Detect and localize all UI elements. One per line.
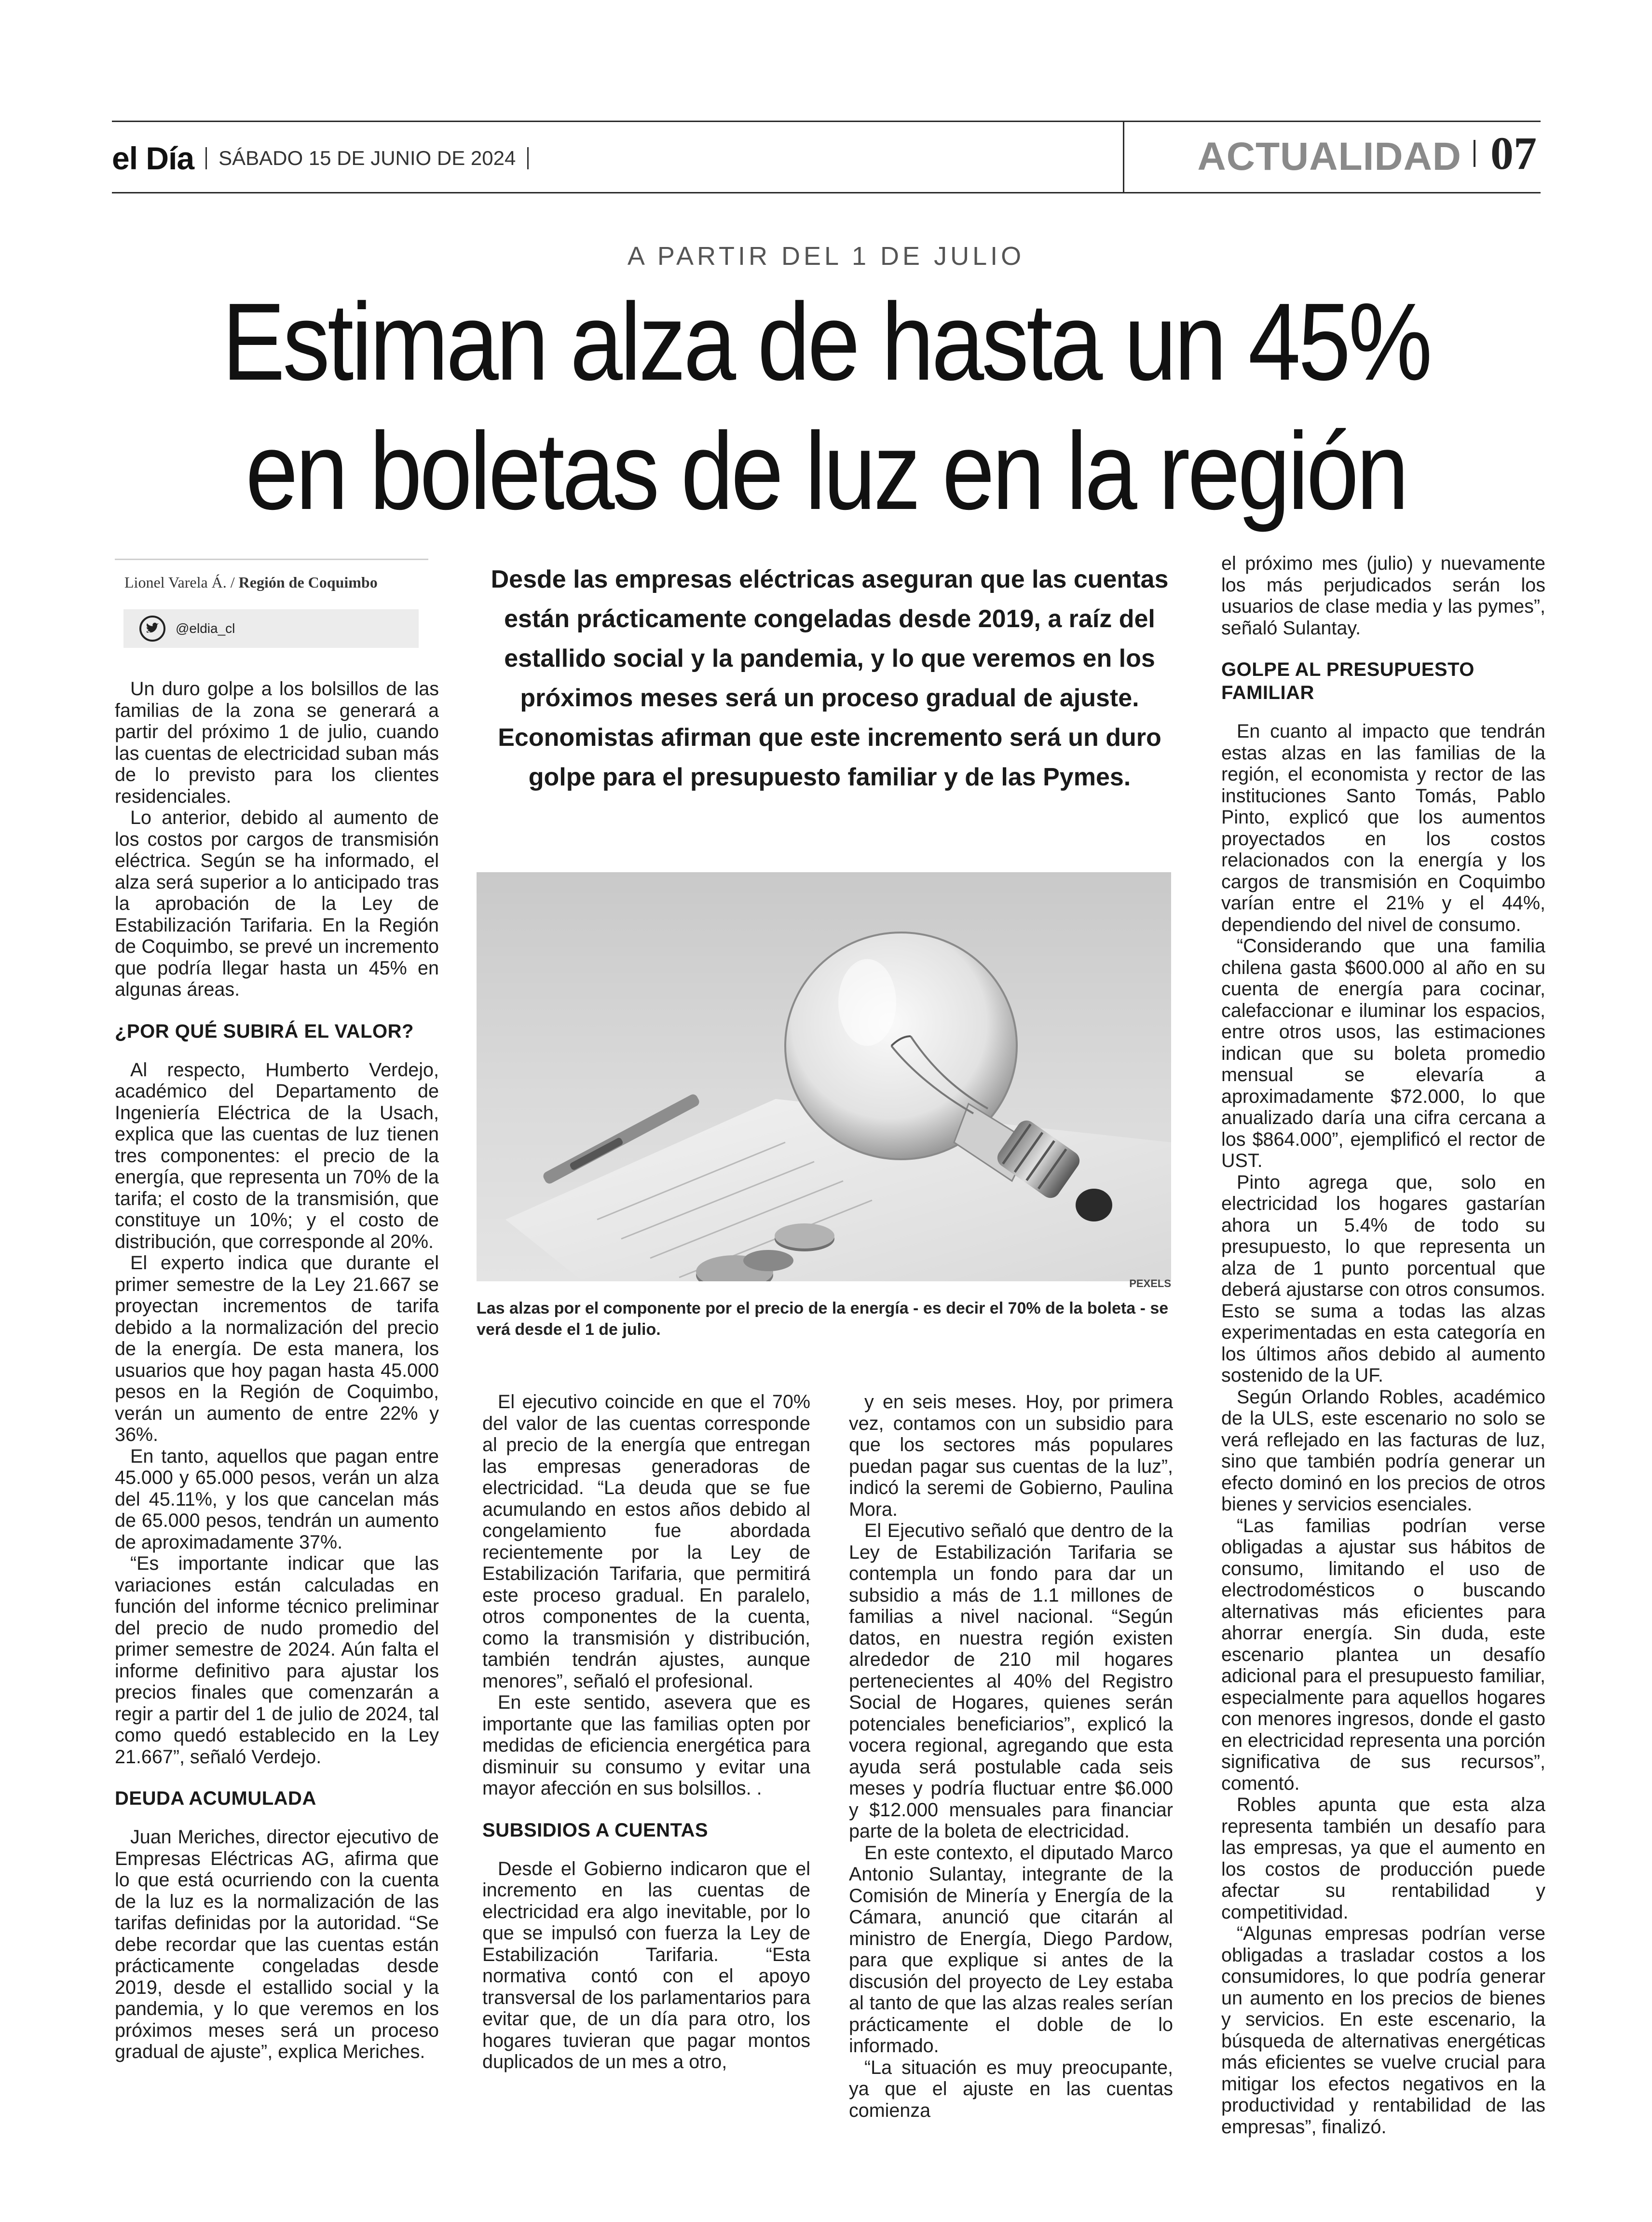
subheading: GOLPE AL PRESUPUESTO FAMILIAR	[1221, 659, 1475, 703]
kicker: A PARTIR DEL 1 DE JULIO	[627, 242, 1025, 271]
header-divider	[1123, 121, 1124, 193]
brand-logo: el Día	[112, 140, 194, 176]
photo-caption: Las alzas por el componente por el precio de la energía - es decir el 70% de la boleta - se verá desde el 1 de julio.	[477, 1299, 1169, 1339]
subheading: DEUDA ACUMULADA	[115, 1788, 316, 1809]
body-paragraph: Lo anterior, debido al aumento de los costos por cargos de transmisión eléctrica. Según se ha informado, el alza será superior a lo anticipado tras la aprobación de la Ley de Estabilización Tarifaria. En la Región de Coquimbo, se prevé un incremento que podría llegar hasta un 45% en algunas áreas.	[115, 807, 439, 1000]
body-paragraph: En este sentido, asevera que es importante que las familias opten por medidas de eficiencia energética para disminuir su consumo y evitar una mayor afección en sus bolsillos. .	[482, 1692, 810, 1799]
masthead-separator	[527, 147, 529, 169]
body-column-2	[482, 1391, 810, 2073]
body-column-1	[115, 678, 439, 2063]
photo-credit: PEXELS	[1129, 1277, 1171, 1289]
byline-author: Lionel Varela Á. /	[124, 574, 235, 591]
body-paragraph: El ejecutivo coincide en que el 70% del valor de las cuentas corresponde al precio de la energía que entregan las empresas generadoras de electricidad. “La deuda que se fue acumulando en estos años debido al congelamiento fue abordada recientemente por la Ley de Estabilización Tarifaria, que permitirá este proceso gradual. En paralelo, otros componentes de la cuenta, como la transmisión y distribución, también tendrán ajustes, aunque menores”, señaló el profesional.	[482, 1391, 810, 1692]
body-column-3	[849, 1391, 1173, 2121]
issue-date: SÁBADO 15 DE JUNIO DE 2024	[218, 147, 516, 169]
header-top-rule	[112, 121, 1541, 122]
subheading: ¿POR QUÉ SUBIRÁ EL VALOR?	[115, 1020, 414, 1042]
twitter-icon	[139, 615, 166, 642]
masthead-separator	[205, 147, 207, 169]
section-separator	[1474, 140, 1475, 167]
body-paragraph: “Es importante indicar que las variaciones están calculadas en función del informe técnico preliminar del precio de nudo promedio del primer semestre de 2024. Aún falta el informe definitivo para ajustar los precios finales que comenzarán a regir a partir del 1 de julio de 2024, tal como quedó establecido en la Ley 21.667”, señaló Verdejo.	[115, 1553, 439, 1768]
body-column-4	[1221, 553, 1545, 2138]
body-paragraph: Pinto agrega que, solo en electricidad los hogares gastarían ahora un 5.4% de todo su presupuesto, lo que representa un alza de 1 punto porcentual que deberá ajustarse con otros consumos. Esto se suma a todas las alzas experimentadas en esta categoría en los últimos años debido al aumento sostenido de la UF.	[1221, 1171, 1545, 1386]
headline-line-2: en boletas de luz en la región	[246, 410, 1406, 533]
body-paragraph: “Las familias podrían verse obligadas a ajustar sus hábitos de consumo, limitando el uso de electrodomésticos o buscando alternativas más eficientes para ahorrar energía. Sin duda, este escenario plantea un desafío adicional para el presupuesto familiar, especialmente para aquellos hogares con menores ingresos, donde el gasto en electricidad representa una porción significativa de sus recursos”, comentó.	[1221, 1515, 1545, 1794]
header-bottom-rule	[112, 192, 1541, 193]
subheading: SUBSIDIOS A CUENTAS	[482, 1819, 709, 1841]
byline-region: Región de Coquimbo	[238, 574, 378, 591]
headline-line-1: Estiman alza de hasta un 45%	[222, 281, 1430, 403]
byline-text	[124, 574, 378, 591]
lead-paragraph: Desde las empresas eléctricas aseguran que las cuentas están prácticamente congeladas desde 2019, a raíz del estallido social y la pandemia, y lo que veremos en los próximos meses será un proceso gradual de ajuste. Economistas afirman que este incremento será un duro golpe para el presupuesto familiar y de las Pymes.	[491, 565, 1169, 791]
body-paragraph: el próximo mes (julio) y nuevamente los más perjudicados serán los usuarios de clase media y las pymes”, señaló Sulantay.	[1221, 553, 1545, 639]
article-photo	[477, 872, 1171, 1281]
body-paragraph: Al respecto, Humberto Verdejo, académico del Departamento de Ingeniería Eléctrica de la Usach, explica que las cuentas de luz tienen tres componentes: el precio de la energía, que representa un 70% de la tarifa; el costo de la transmisión, que constituye un 10%; y el costo de distribución, que corresponde al 20%.	[115, 1059, 439, 1252]
lightbulb-photo-image	[477, 872, 1171, 1281]
section-name: ACTUALIDAD	[1197, 135, 1461, 178]
byline	[115, 559, 428, 660]
page-number: 07	[1490, 127, 1537, 179]
body-paragraph: Desde el Gobierno indicaron que el incremento en las cuentas de electricidad era algo inevitable, por lo que se impulsó con fuerza la Ley de Estabilización Tarifaria. “Esta normativa contó con el apoyo transversal de los parlamentarios para evitar que, de un día para otro, los hogares tuvieran que pagar montos duplicados de un mes a otro,	[482, 1858, 810, 2072]
body-paragraph: “La situación es muy preocupante, ya que el ajuste en las cuentas comienza	[849, 2057, 1173, 2121]
body-paragraph: En cuanto al impacto que tendrán estas alzas en las familias de la región, el economista y rector de las instituciones Santo Tomás, Pablo Pinto, explicó que los aumentos proyectados en los costos relacionados con la energía y los cargos de transmisión en Coquimbo varían entre el 21% y el 44%, dependiendo del nivel de consumo.	[1221, 721, 1545, 935]
headline	[157, 277, 1495, 536]
body-paragraph: El experto indica que durante el primer semestre de la Ley 21.667 se proyectan incrementos de tarifa debido a la normalización del precio de la energía. De esta manera, los usuarios que hoy pagan hasta 45.000 pesos en la Región de Coquimbo, verán un aumento de entre 22% y 36%.	[115, 1252, 439, 1445]
body-paragraph: Un duro golpe a los bolsillos de las familias de la zona se generará a partir del próximo 1 de julio, cuando las cuentas de electricidad suban más de lo previsto para los clientes residenciales.	[115, 678, 439, 807]
body-paragraph: En tanto, aquellos que pagan entre 45.000 y 65.000 pesos, verán un alza del 45.11%, y los que cancelan más de 65.000 pesos, tendrán un aumento de aproximadamente 37%.	[115, 1445, 439, 1553]
body-paragraph: y en seis meses. Hoy, por primera vez, contamos con un subsidio para que los sectores más populares puedan pagar sus cuentas de la luz”, indicó la seremi de Gobierno, Paulina Mora.	[849, 1391, 1173, 1520]
body-paragraph: “Algunas empresas podrían verse obligadas a trasladar costos a los consumidores, lo que podría generar un aumento en los precios de bienes y servicios. En este escenario, la búsqueda de alternativas energéticas más eficientes se vuelve crucial para mitigar los efectos negativos en la productividad y rentabilidad de las empresas”, finalizó.	[1221, 1923, 1545, 2138]
twitter-row[interactable]	[123, 609, 419, 648]
body-paragraph: Robles apunta que esta alza representa también un desafío para las empresas, ya que el aumento en los costos de producción puede afectar su rentabilidad y competitividad.	[1221, 1794, 1545, 1923]
body-paragraph: El Ejecutivo señaló que dentro de la Ley de Estabilización Tarifaria se contempla un fondo para dar un subsidio a más de 1.1 millones de familias a nivel nacional. “Según datos, en nuestra región existen alrededor de 210 mil hogares pertenecientes al 40% del Registro Social de Hogares, quienes serán potenciales beneficiarios”, explicó la vocera regional, agregando que esta ayuda será postulable cada seis meses y podría fluctuar entre $6.000 y $12.000 mensuales para financiar parte de la boleta de electricidad.	[849, 1520, 1173, 1842]
masthead	[112, 139, 529, 178]
body-paragraph: Juan Meriches, director ejecutivo de Empresas Eléctricas AG, afirma que lo que está ocurriendo con la cuenta de la luz es la normalización de las tarifas definidas por la autoridad. “Se debe recordar que las cuentas están prácticamente congeladas desde 2019, desde el estallido social y la pandemia, y lo que veremos en los próximos meses será un proceso gradual de ajuste”, explica Meriches.	[115, 1826, 439, 2062]
twitter-handle: @eldia_cl	[176, 621, 235, 636]
body-paragraph: En este contexto, el diputado Marco Antonio Sulantay, integrante de la Comisión de Minería y Energía de la Cámara, anunció que citarán al ministro de Energía, Diego Pardow, para que explique si antes de la discusión del proyecto de Ley estaba al tanto de que las alzas reales serían prácticamente el doble de lo informado.	[849, 1842, 1173, 2057]
body-paragraph: “Considerando que una familia chilena gasta $600.000 al año en su cuenta de energía para cocinar, calefaccionar e iluminar los espacios, entre otros usos, las estimaciones indican que su boleta promedio mensual se elevaría a aproximadamente $72.000, lo que anualizado daría una cifra cercana a los $864.000”, ejemplificó el rector de UST.	[1221, 935, 1545, 1171]
body-paragraph: Según Orlando Robles, académico de la ULS, este escenario no solo se verá reflejado en las facturas de luz, sino que también podría generar un efecto dominó en los precios de otros bienes y servicios esenciales.	[1221, 1386, 1545, 1515]
